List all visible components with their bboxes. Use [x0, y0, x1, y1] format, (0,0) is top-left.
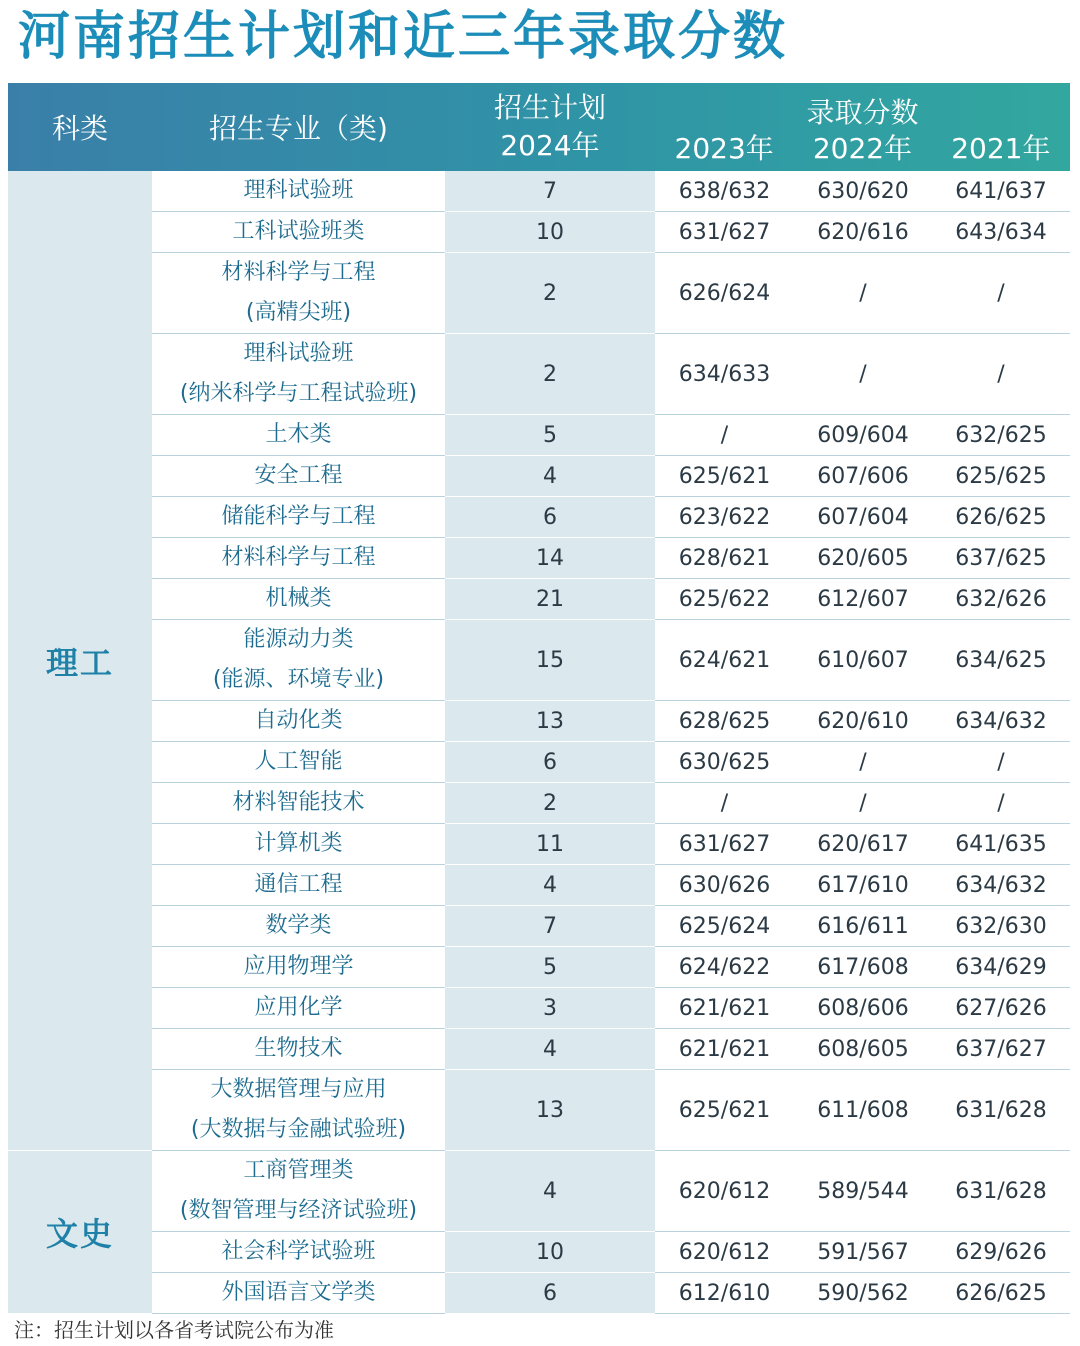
score-2022: 620/616 [794, 212, 932, 253]
plan-cell: 7 [445, 171, 655, 212]
major-cell [152, 334, 445, 415]
score-2021: 641/635 [932, 824, 1070, 865]
major-name: 安全工程 [254, 463, 343, 488]
major-name: 土木类 [265, 422, 332, 447]
major-cell [152, 906, 445, 947]
score-2023: 625/622 [655, 579, 794, 620]
major-cell [152, 1070, 445, 1151]
score-2021: / [932, 742, 1070, 783]
score-2022: / [794, 742, 932, 783]
table-row [8, 456, 1070, 497]
header-plan-year: 2024年 [500, 129, 600, 162]
score-2022: 620/617 [794, 824, 932, 865]
score-2021: 634/629 [932, 947, 1070, 988]
major-name: 材料科学与工程 [221, 260, 376, 285]
score-2021: 634/632 [932, 701, 1070, 742]
plan-cell: 4 [445, 456, 655, 497]
table-row [8, 701, 1070, 742]
plan-cell: 4 [445, 865, 655, 906]
major-cell [152, 497, 445, 538]
major-name: 能源动力类 [243, 627, 354, 652]
major-cell [152, 415, 445, 456]
score-2023: 625/624 [655, 906, 794, 947]
table-row [8, 906, 1070, 947]
table-row [8, 865, 1070, 906]
score-2022: / [794, 783, 932, 824]
score-2021: 637/627 [932, 1029, 1070, 1070]
plan-cell: 10 [445, 1232, 655, 1273]
score-2023: 623/622 [655, 497, 794, 538]
header-years [655, 127, 1070, 167]
major-cell [152, 742, 445, 783]
plan-cell: 21 [445, 579, 655, 620]
table-row [8, 620, 1070, 701]
major-name: 社会科学试验班 [221, 1239, 376, 1264]
table-row [8, 497, 1070, 538]
table-row [8, 212, 1070, 253]
category-science: 理工 [8, 171, 152, 1151]
major-name: 机械类 [265, 586, 332, 611]
plan-cell: 6 [445, 497, 655, 538]
score-2021: 625/625 [932, 456, 1070, 497]
major-cell [152, 824, 445, 865]
score-2022: 630/620 [794, 171, 932, 212]
score-2022: 590/562 [794, 1273, 932, 1314]
table-row [8, 538, 1070, 579]
major-subname: (大数据与金融试验班) [190, 1117, 407, 1142]
major-cell [152, 1232, 445, 1273]
major-name: 理科试验班 [243, 178, 354, 203]
score-2022: 617/610 [794, 865, 932, 906]
score-2023: 631/627 [655, 212, 794, 253]
table-row [8, 742, 1070, 783]
major-cell [152, 947, 445, 988]
score-2022: 610/607 [794, 620, 932, 701]
score-2022: 607/604 [794, 497, 932, 538]
major-name: 数学类 [265, 913, 332, 938]
table-row [8, 1273, 1070, 1314]
major-subname: (纳米科学与工程试验班) [179, 381, 418, 406]
score-2022: 608/606 [794, 988, 932, 1029]
score-2022: 611/608 [794, 1070, 932, 1151]
plan-cell: 7 [445, 906, 655, 947]
major-name: 生物技术 [254, 1036, 343, 1061]
score-2023: 620/612 [655, 1232, 794, 1273]
score-2022: 617/608 [794, 947, 932, 988]
score-2022: / [794, 334, 932, 415]
plan-cell: 4 [445, 1151, 655, 1232]
score-2021: 632/630 [932, 906, 1070, 947]
major-cell [152, 783, 445, 824]
page-title: 河南招生计划和近三年录取分数 [18, 7, 789, 67]
table-row [8, 947, 1070, 988]
major-name: 外国语言文学类 [221, 1280, 376, 1305]
major-name: 大数据管理与应用 [210, 1077, 387, 1102]
header-category: 科类 [51, 112, 108, 145]
major-cell [152, 212, 445, 253]
major-cell [152, 1151, 445, 1232]
score-2022: / [794, 253, 932, 334]
major-name: 应用物理学 [243, 954, 354, 979]
major-name: 计算机类 [254, 831, 343, 856]
table-row [8, 253, 1070, 334]
score-2021: 631/628 [932, 1070, 1070, 1151]
score-2023: 626/624 [655, 253, 794, 334]
major-name: 储能科学与工程 [221, 504, 376, 529]
table-row [8, 1070, 1070, 1151]
score-2021: 627/626 [932, 988, 1070, 1029]
plan-cell: 11 [445, 824, 655, 865]
admission-table [8, 83, 1070, 1314]
plan-cell: 5 [445, 947, 655, 988]
plan-cell: 15 [445, 620, 655, 701]
header-year-2023: 2023年 [674, 132, 774, 165]
major-cell [152, 988, 445, 1029]
table-row [8, 824, 1070, 865]
footnote: 注：招生计划以各省考试院公布为准 [14, 1318, 334, 1342]
major-cell [152, 1029, 445, 1070]
score-2023: 620/612 [655, 1151, 794, 1232]
plan-cell: 10 [445, 212, 655, 253]
score-2022: 591/567 [794, 1232, 932, 1273]
major-cell [152, 456, 445, 497]
score-2023: / [655, 415, 794, 456]
score-2023: 630/626 [655, 865, 794, 906]
header-scores-label: 录取分数 [806, 96, 919, 129]
score-2023: 634/633 [655, 334, 794, 415]
major-cell [152, 171, 445, 212]
score-2021: 643/634 [932, 212, 1070, 253]
table-row [8, 579, 1070, 620]
major-cell [152, 1273, 445, 1314]
score-2022: 620/610 [794, 701, 932, 742]
header-scores [655, 83, 1070, 171]
header-plan-label: 招生计划 [493, 91, 606, 124]
major-cell [152, 865, 445, 906]
score-2022: 616/611 [794, 906, 932, 947]
major-name: 理科试验班 [243, 341, 354, 366]
category-arts: 文史 [8, 1151, 152, 1314]
major-subname: (能源、环境专业) [212, 667, 385, 692]
major-cell [152, 620, 445, 701]
plan-cell: 6 [445, 742, 655, 783]
plan-cell: 4 [445, 1029, 655, 1070]
table-row [8, 171, 1070, 212]
plan-cell: 2 [445, 334, 655, 415]
score-2023: 628/625 [655, 701, 794, 742]
score-2023: 625/621 [655, 1070, 794, 1151]
major-subname: (数智管理与经济试验班) [179, 1198, 418, 1223]
score-2021: 629/626 [932, 1232, 1070, 1273]
plan-cell: 2 [445, 783, 655, 824]
score-2021: / [932, 253, 1070, 334]
plan-cell: 6 [445, 1273, 655, 1314]
score-2023: 625/621 [655, 456, 794, 497]
table-body [8, 171, 1070, 1314]
header-year-2022: 2022年 [812, 132, 913, 165]
major-cell [152, 253, 445, 334]
table-row [8, 1151, 1070, 1232]
plan-cell: 14 [445, 538, 655, 579]
table-header-row [8, 83, 1070, 171]
score-2023: 612/610 [655, 1273, 794, 1314]
plan-cell: 5 [445, 415, 655, 456]
score-2021: 631/628 [932, 1151, 1070, 1232]
major-name: 通信工程 [254, 872, 343, 897]
table-row [8, 988, 1070, 1029]
score-2022: 608/605 [794, 1029, 932, 1070]
score-2021: 634/625 [932, 620, 1070, 701]
major-cell [152, 701, 445, 742]
table-row [8, 783, 1070, 824]
score-2023: 631/627 [655, 824, 794, 865]
score-2021: 626/625 [932, 1273, 1070, 1314]
major-name: 工商管理类 [243, 1158, 354, 1183]
major-cell [152, 538, 445, 579]
score-2021: 626/625 [932, 497, 1070, 538]
score-2023: 638/632 [655, 171, 794, 212]
score-2021: 637/625 [932, 538, 1070, 579]
plan-cell: 13 [445, 1070, 655, 1151]
plan-cell: 3 [445, 988, 655, 1029]
score-2021: 634/632 [932, 865, 1070, 906]
score-2021: / [932, 334, 1070, 415]
header-major: 招生专业（类) [209, 112, 388, 145]
table-row [8, 1029, 1070, 1070]
plan-cell: 2 [445, 253, 655, 334]
score-2023: 624/621 [655, 620, 794, 701]
score-2022: 609/604 [794, 415, 932, 456]
table-row [8, 1232, 1070, 1273]
score-2021: 641/637 [932, 171, 1070, 212]
major-name: 工科试验班类 [232, 219, 365, 244]
score-2023: 624/622 [655, 947, 794, 988]
score-2023: / [655, 783, 794, 824]
score-2022: 620/605 [794, 538, 932, 579]
major-name: 应用化学 [254, 995, 343, 1020]
score-2021: 632/626 [932, 579, 1070, 620]
score-2023: 630/625 [655, 742, 794, 783]
major-name: 材料科学与工程 [221, 545, 376, 570]
score-2021: / [932, 783, 1070, 824]
score-2022: 589/544 [794, 1151, 932, 1232]
score-2023: 621/621 [655, 988, 794, 1029]
major-name: 材料智能技术 [232, 790, 365, 815]
major-subname: (高精尖班) [245, 300, 352, 325]
score-2023: 621/621 [655, 1029, 794, 1070]
major-name: 人工智能 [254, 749, 343, 774]
table-row [8, 334, 1070, 415]
score-2022: 612/607 [794, 579, 932, 620]
score-2023: 628/621 [655, 538, 794, 579]
header-year-2021: 2021年 [951, 132, 1051, 165]
score-2022: 607/606 [794, 456, 932, 497]
major-cell [152, 579, 445, 620]
major-name: 自动化类 [254, 708, 343, 733]
table-row [8, 415, 1070, 456]
score-2021: 632/625 [932, 415, 1070, 456]
plan-cell: 13 [445, 701, 655, 742]
header-plan [445, 83, 655, 171]
